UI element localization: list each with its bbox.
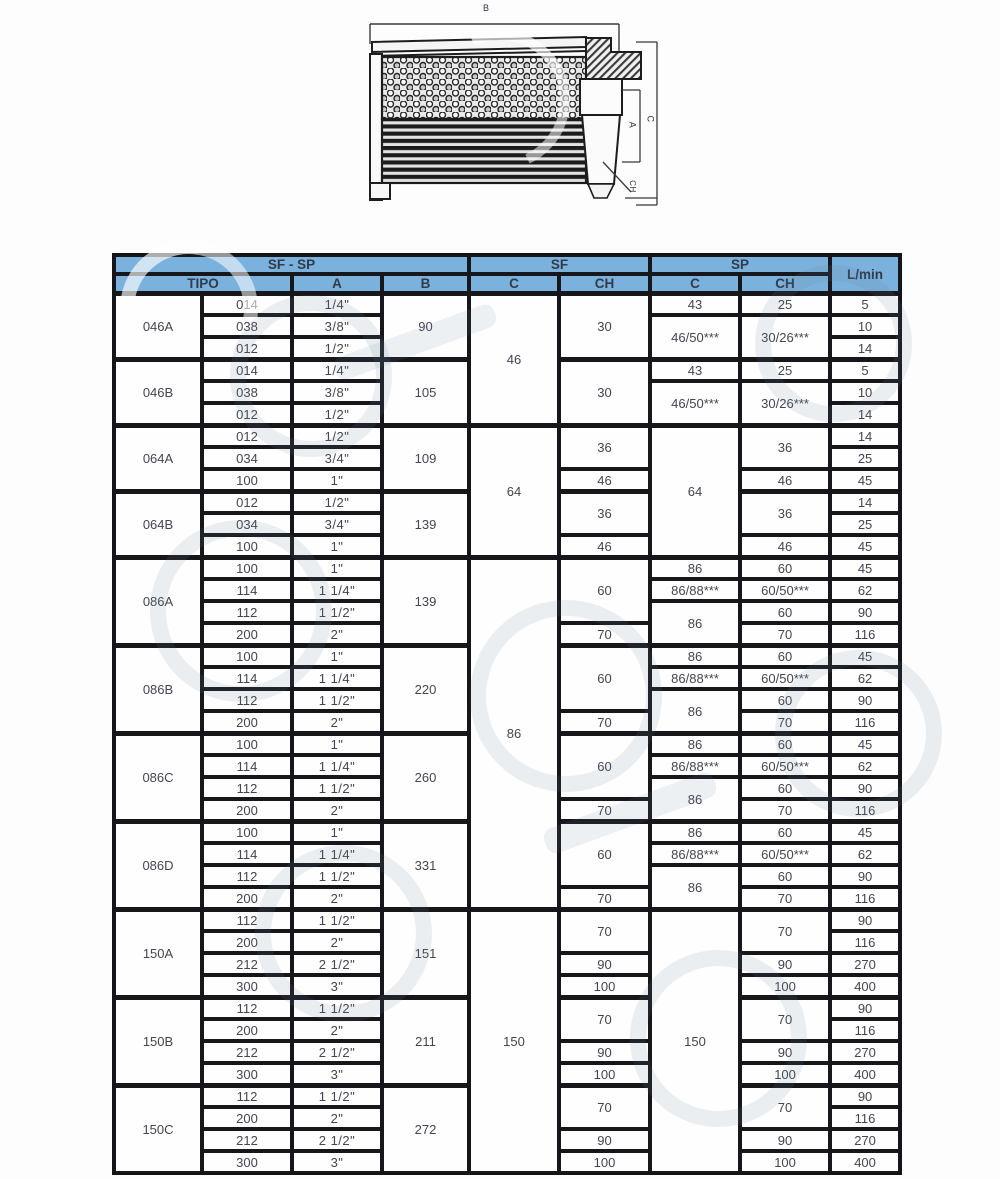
cell-lmin: 45 (830, 557, 900, 579)
cell-code: 300 (202, 1063, 292, 1085)
cell-c-sp: 86 (650, 645, 740, 667)
cell-a: 1" (292, 557, 382, 579)
cell-code: 112 (202, 601, 292, 623)
cell-ch-sp: 90 (740, 1129, 830, 1151)
cell-lmin: 116 (830, 799, 900, 821)
cell-b: 272 (382, 1085, 469, 1173)
cell-code: 038 (202, 315, 292, 337)
cell-c-sp: 43 (650, 293, 740, 315)
cell-code: 112 (202, 689, 292, 711)
cell-code: 014 (202, 359, 292, 381)
cell-code: 100 (202, 733, 292, 755)
cell-tipo: 086B (114, 645, 202, 733)
cell-c-sf: 86 (469, 557, 559, 909)
cell-c-sp: 43 (650, 359, 740, 381)
cell-a: 3/8" (292, 381, 382, 403)
cell-b: 260 (382, 733, 469, 821)
cell-code: 300 (202, 975, 292, 997)
cell-lmin: 5 (830, 359, 900, 381)
cell-ch-sp: 60/50*** (740, 755, 830, 777)
cell-ch-sp: 25 (740, 359, 830, 381)
cell-ch-sp: 60/50*** (740, 579, 830, 601)
cell-ch-sp: 70 (740, 799, 830, 821)
cell-a: 2" (292, 1107, 382, 1129)
cell-lmin: 45 (830, 821, 900, 843)
cell-ch-sf: 36 (559, 491, 650, 535)
cell-ch-sf: 60 (559, 557, 650, 623)
cell-a: 3" (292, 1151, 382, 1173)
cell-c-sp: 46/50*** (650, 315, 740, 359)
spec-table-body (114, 293, 900, 1173)
cell-code: 212 (202, 1129, 292, 1151)
cell-a: 1" (292, 821, 382, 843)
cell-c-sp: 86 (650, 865, 740, 909)
cell-c-sp: 64 (650, 425, 740, 557)
cell-a: 2" (292, 711, 382, 733)
cell-lmin: 14 (830, 491, 900, 513)
cell-code: 200 (202, 1107, 292, 1129)
dim-label-b: B (483, 3, 490, 13)
cell-lmin: 62 (830, 667, 900, 689)
cell-b: 105 (382, 359, 469, 425)
dim-label-ch: CH (627, 180, 637, 193)
cell-code: 200 (202, 1019, 292, 1041)
cell-a: 1/2" (292, 403, 382, 425)
cell-lmin: 116 (830, 1019, 900, 1041)
cell-lmin: 10 (830, 381, 900, 403)
cell-code: 200 (202, 887, 292, 909)
cell-a: 1/2" (292, 425, 382, 447)
cell-tipo: 150A (114, 909, 202, 997)
cell-ch-sp: 30/26*** (740, 381, 830, 425)
cell-a: 1 1/2" (292, 601, 382, 623)
cell-c-sf: 46 (469, 293, 559, 425)
cell-lmin: 10 (830, 315, 900, 337)
cell-code: 034 (202, 513, 292, 535)
cell-ch-sf: 70 (559, 711, 650, 733)
header-ch-sp: CH (740, 274, 830, 293)
cell-code: 012 (202, 425, 292, 447)
cell-a: 1" (292, 645, 382, 667)
cell-a: 1" (292, 535, 382, 557)
cell-b: 90 (382, 293, 469, 359)
cell-lmin: 90 (830, 909, 900, 931)
cell-lmin: 400 (830, 975, 900, 997)
cell-ch-sp: 60 (740, 733, 830, 755)
cell-lmin: 45 (830, 469, 900, 491)
cell-c-sp: 86 (650, 689, 740, 733)
cell-ch-sf: 30 (559, 293, 650, 359)
filter-technical-drawing (348, 2, 680, 238)
cell-lmin: 116 (830, 711, 900, 733)
cell-code: 200 (202, 623, 292, 645)
cell-code: 114 (202, 579, 292, 601)
cell-c-sp: 86/88*** (650, 755, 740, 777)
cell-a: 2 1/2" (292, 1041, 382, 1063)
cell-b: 151 (382, 909, 469, 997)
cell-code: 200 (202, 799, 292, 821)
cell-a: 2" (292, 887, 382, 909)
cell-a: 1 1/2" (292, 909, 382, 931)
cell-ch-sp: 25 (740, 293, 830, 315)
cell-ch-sp: 60 (740, 557, 830, 579)
cell-lmin: 5 (830, 293, 900, 315)
cell-ch-sf: 30 (559, 359, 650, 425)
cell-tipo: 046A (114, 293, 202, 359)
cell-code: 112 (202, 777, 292, 799)
cell-code: 112 (202, 1085, 292, 1107)
cell-c-sp: 86 (650, 601, 740, 645)
cell-ch-sp: 60 (740, 865, 830, 887)
cell-code: 012 (202, 403, 292, 425)
cell-lmin: 14 (830, 425, 900, 447)
header-a: A (292, 274, 382, 293)
cell-ch-sf: 60 (559, 733, 650, 799)
header-c-sf: C (469, 274, 559, 293)
cell-ch-sf: 70 (559, 909, 650, 953)
cell-code: 100 (202, 469, 292, 491)
cell-a: 1 1/4" (292, 755, 382, 777)
filter-body (370, 37, 586, 200)
cell-b: 139 (382, 557, 469, 645)
cell-tipo: 150B (114, 997, 202, 1085)
cell-a: 2" (292, 1019, 382, 1041)
cell-lmin: 25 (830, 447, 900, 469)
dim-label-c: C (645, 115, 656, 123)
cell-ch-sf: 100 (559, 1151, 650, 1173)
cell-ch-sp: 100 (740, 1151, 830, 1173)
cell-tipo: 086A (114, 557, 202, 645)
cell-c-sp: 86/88*** (650, 843, 740, 865)
cell-lmin: 45 (830, 645, 900, 667)
header-ch-sf: CH (559, 274, 650, 293)
cell-ch-sp: 60 (740, 601, 830, 623)
cell-a: 2 1/2" (292, 953, 382, 975)
cell-lmin: 270 (830, 1041, 900, 1063)
cell-a: 1 1/2" (292, 865, 382, 887)
cell-ch-sp: 60 (740, 777, 830, 799)
cell-ch-sp: 60 (740, 689, 830, 711)
cell-ch-sf: 70 (559, 623, 650, 645)
cell-lmin: 400 (830, 1063, 900, 1085)
cell-a: 1/2" (292, 491, 382, 513)
cell-ch-sp: 100 (740, 975, 830, 997)
cell-code: 300 (202, 1151, 292, 1173)
cell-a: 2 1/2" (292, 1129, 382, 1151)
cell-ch-sf: 70 (559, 887, 650, 909)
cell-a: 3" (292, 1063, 382, 1085)
cell-ch-sf: 90 (559, 1041, 650, 1063)
cell-ch-sp: 70 (740, 997, 830, 1041)
cell-code: 114 (202, 755, 292, 777)
cell-c-sp: 86 (650, 733, 740, 755)
cell-ch-sp: 60 (740, 821, 830, 843)
cell-code: 112 (202, 865, 292, 887)
cell-a: 1/4" (292, 293, 382, 315)
cell-b: 109 (382, 425, 469, 491)
cell-a: 2" (292, 931, 382, 953)
spec-table (112, 253, 902, 1175)
cell-lmin: 116 (830, 931, 900, 953)
cell-ch-sp: 70 (740, 623, 830, 645)
cell-ch-sf: 46 (559, 535, 650, 557)
cell-lmin: 14 (830, 403, 900, 425)
cell-lmin: 90 (830, 601, 900, 623)
dim-label-a: A (627, 121, 638, 129)
cell-ch-sf: 70 (559, 799, 650, 821)
cell-c-sf: 150 (469, 909, 559, 1173)
cell-lmin: 116 (830, 887, 900, 909)
cell-a: 1/4" (292, 359, 382, 381)
cell-ch-sp: 60 (740, 645, 830, 667)
cell-ch-sp: 36 (740, 425, 830, 469)
header-tipo: TIPO (114, 274, 292, 293)
cell-a: 3/8" (292, 315, 382, 337)
cell-ch-sf: 60 (559, 645, 650, 711)
cell-b: 220 (382, 645, 469, 733)
cell-code: 212 (202, 1041, 292, 1063)
cell-lmin: 90 (830, 1085, 900, 1107)
cell-ch-sp: 60/50*** (740, 667, 830, 689)
cell-a: 1 1/4" (292, 667, 382, 689)
cell-tipo: 086D (114, 821, 202, 909)
cell-a: 1 1/2" (292, 1085, 382, 1107)
cell-tipo: 064A (114, 425, 202, 491)
cell-a: 3/4" (292, 447, 382, 469)
cell-code: 038 (202, 381, 292, 403)
cell-code: 100 (202, 821, 292, 843)
cell-lmin: 25 (830, 513, 900, 535)
cell-ch-sp: 46 (740, 535, 830, 557)
header-b: B (382, 274, 469, 293)
cell-lmin: 14 (830, 337, 900, 359)
cell-tipo: 150C (114, 1085, 202, 1173)
cell-ch-sf: 60 (559, 821, 650, 887)
cell-a: 1" (292, 733, 382, 755)
cell-a: 1 1/2" (292, 997, 382, 1019)
cell-lmin: 90 (830, 997, 900, 1019)
cell-c-sp: 150 (650, 909, 740, 1173)
cell-ch-sp: 30/26*** (740, 315, 830, 359)
cell-tipo: 086C (114, 733, 202, 821)
header-group-sp: SP (650, 255, 830, 274)
cell-lmin: 62 (830, 755, 900, 777)
filter-connector (580, 38, 641, 198)
cell-c-sp: 86 (650, 777, 740, 821)
cell-code: 100 (202, 557, 292, 579)
cell-ch-sf: 46 (559, 469, 650, 491)
cell-b: 211 (382, 997, 469, 1085)
cell-ch-sp: 100 (740, 1063, 830, 1085)
cell-a: 1 1/4" (292, 843, 382, 865)
cell-ch-sf: 90 (559, 1129, 650, 1151)
cell-code: 100 (202, 645, 292, 667)
cell-ch-sf: 70 (559, 997, 650, 1041)
cell-ch-sp: 90 (740, 1041, 830, 1063)
cell-lmin: 62 (830, 843, 900, 865)
cell-ch-sp: 46 (740, 469, 830, 491)
cell-code: 112 (202, 997, 292, 1019)
cell-lmin: 400 (830, 1151, 900, 1173)
cell-lmin: 90 (830, 689, 900, 711)
cell-code: 212 (202, 953, 292, 975)
cell-c-sp: 86 (650, 821, 740, 843)
cell-lmin: 270 (830, 953, 900, 975)
cell-lmin: 116 (830, 623, 900, 645)
header-c-sp: C (650, 274, 740, 293)
cell-code: 200 (202, 931, 292, 953)
filter-drawing-svg (348, 2, 680, 238)
cell-lmin: 90 (830, 865, 900, 887)
cell-code: 100 (202, 535, 292, 557)
cell-ch-sp: 60/50*** (740, 843, 830, 865)
cell-c-sp: 86/88*** (650, 579, 740, 601)
cell-ch-sp: 70 (740, 909, 830, 953)
cell-code: 114 (202, 667, 292, 689)
cell-lmin: 45 (830, 535, 900, 557)
cell-lmin: 90 (830, 777, 900, 799)
cell-c-sf: 64 (469, 425, 559, 557)
cell-ch-sp: 70 (740, 887, 830, 909)
cell-ch-sf: 36 (559, 425, 650, 469)
header-group-sf: SF (469, 255, 650, 274)
cell-ch-sf: 100 (559, 1063, 650, 1085)
cell-lmin: 116 (830, 1107, 900, 1129)
header-group-sf-sp: SF - SP (114, 255, 469, 274)
cell-tipo: 064B (114, 491, 202, 557)
cell-ch-sp: 36 (740, 491, 830, 535)
cell-a: 1" (292, 469, 382, 491)
cell-c-sp: 46/50*** (650, 381, 740, 425)
cell-code: 012 (202, 491, 292, 513)
cell-ch-sp: 70 (740, 1085, 830, 1129)
cell-code: 200 (202, 711, 292, 733)
header-lmin: L/min (830, 255, 900, 293)
cell-lmin: 270 (830, 1129, 900, 1151)
cell-code: 034 (202, 447, 292, 469)
cell-a: 1 1/2" (292, 689, 382, 711)
cell-ch-sp: 90 (740, 953, 830, 975)
cell-ch-sp: 70 (740, 711, 830, 733)
cell-a: 2" (292, 623, 382, 645)
cell-ch-sf: 70 (559, 1085, 650, 1129)
cell-b: 331 (382, 821, 469, 909)
cell-c-sp: 86 (650, 557, 740, 579)
cell-code: 114 (202, 843, 292, 865)
cell-a: 2" (292, 799, 382, 821)
spec-table-header (114, 255, 900, 293)
cell-a: 1/2" (292, 337, 382, 359)
cell-lmin: 62 (830, 579, 900, 601)
cell-a: 1 1/2" (292, 777, 382, 799)
cell-tipo: 046B (114, 359, 202, 425)
cell-c-sp: 86/88*** (650, 667, 740, 689)
cell-lmin: 45 (830, 733, 900, 755)
cell-a: 3" (292, 975, 382, 997)
cell-a: 1 1/4" (292, 579, 382, 601)
cell-code: 014 (202, 293, 292, 315)
cell-code: 112 (202, 909, 292, 931)
cell-code: 012 (202, 337, 292, 359)
cell-a: 3/4" (292, 513, 382, 535)
cell-b: 139 (382, 491, 469, 557)
cell-ch-sf: 100 (559, 975, 650, 997)
cell-ch-sf: 90 (559, 953, 650, 975)
